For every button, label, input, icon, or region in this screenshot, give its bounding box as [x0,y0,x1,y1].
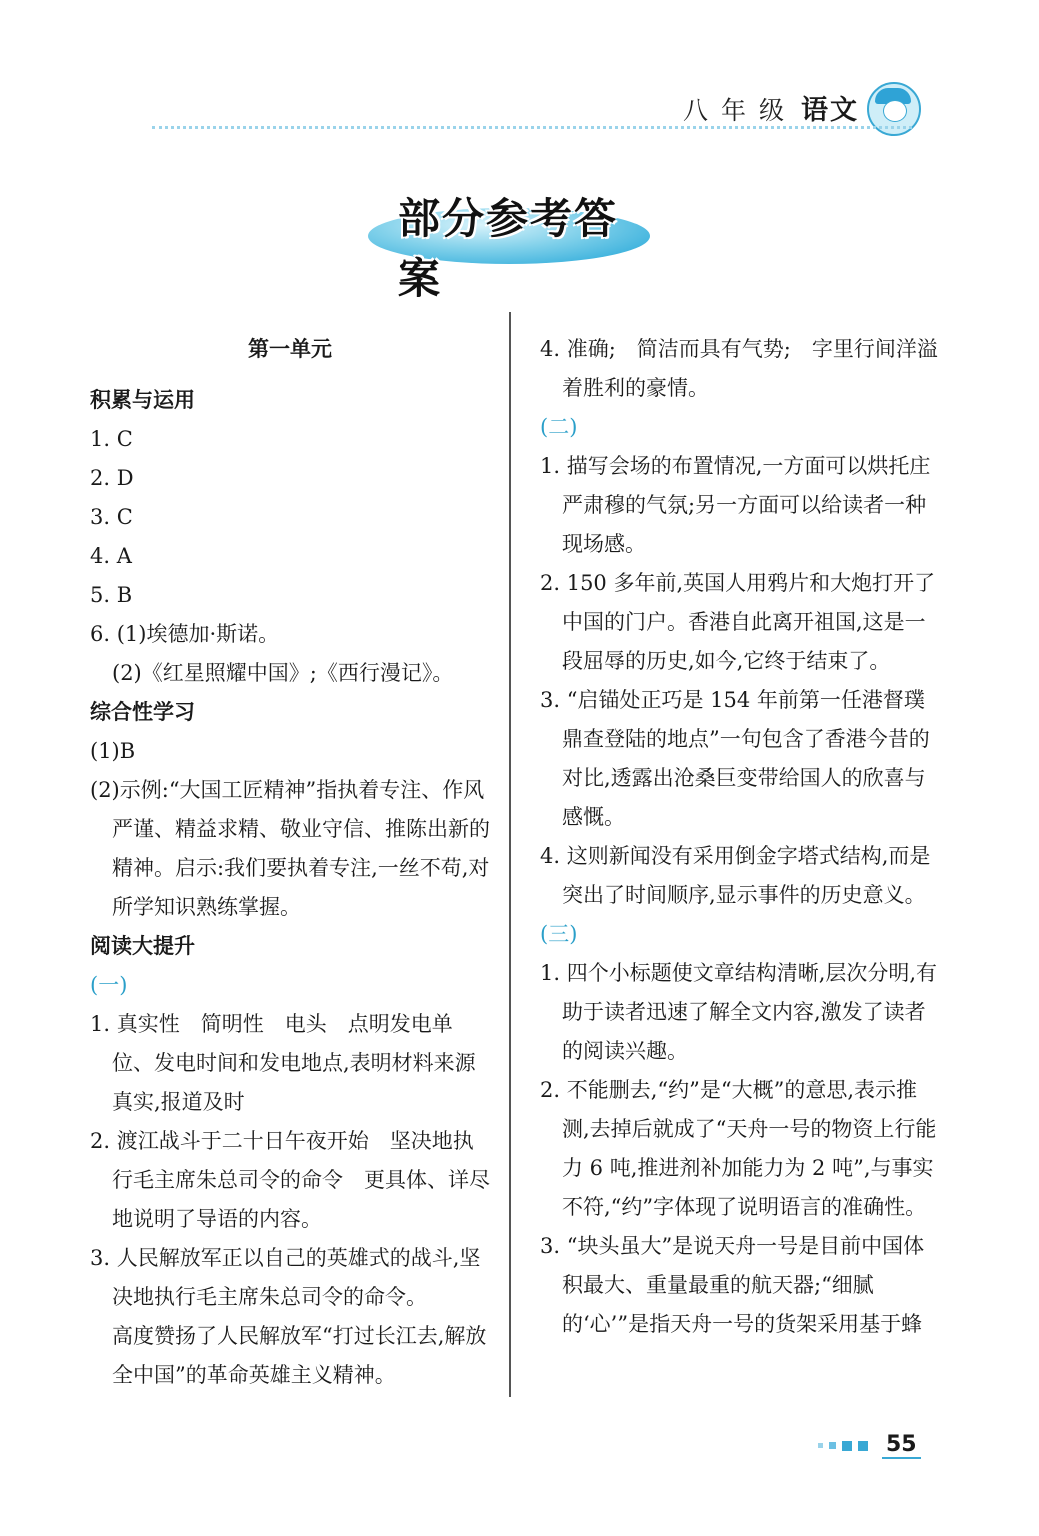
answer-paragraph: (2)示例:“大国工匠精神”指执着专注、作风严谨、精益求精、敬业守信、推陈出新的精神。启示:我们要执着专注,一丝不苟,对所学知识熟练掌握。 [90,778,490,919]
answer-line: 2. D [90,466,134,490]
subsection-label: (一) [90,973,128,997]
answer-line: 5. B [90,583,133,607]
answer-paragraph: 1. 真实性 简明性 电头 点明发电单位、发电时间和发电地点,表明材料来源真实,报道及时 [90,1012,476,1114]
section-title: 综合性学习 [90,700,195,724]
mascot-face [883,100,907,122]
column-divider [509,312,511,1397]
subsection-label: (三) [540,922,578,946]
answer-line: (2)《红星照耀中国》;《西行漫记》。 [112,661,454,685]
left-column [90,330,490,1395]
answer-line: 3. C [90,505,133,529]
footer-square [842,1441,852,1451]
answer-paragraph: 4. 准确; 简洁而具有气势; 字里行间洋溢着胜利的豪情。 [540,337,938,400]
header-dotted-line [152,126,912,129]
answer-paragraph: 2. 不能删去,“约”是“大概”的意思,表示推测,去掉后就成了“天舟一号的物资上行能力 6 吨,推进剂补加能力为 2 吨”,与事实不符,“约”字体现了说明语言的准确性。 [540,1078,937,1219]
answer-line: 1. C [90,427,133,451]
answer-line: (1)B [90,739,136,763]
answer-paragraph: 2. 渡江战斗于二十日午夜开始 坚决地执行毛主席朱总司令的命令 更具体、详尽地说明了导语的内容。 [90,1129,490,1231]
subject-label: 语文 [801,95,859,126]
answer-paragraph: 高度赞扬了人民解放军“打过长江去,解放全中国”的革命英雄主义精神。 [112,1324,487,1387]
footer-square [858,1441,868,1451]
banner-title: 部分参考答案 [398,194,619,303]
answer-line: 6. (1)埃德加·斯诺。 [90,622,280,646]
answer-paragraph: 2. 150 多年前,英国人用鸦片和大炮打开了中国的门户。香港自此离开祖国,这是一段屈辱的历史,如今,它终于结束了。 [540,571,936,673]
subsection-label: (二) [540,415,578,439]
answer-paragraph: 3. “块头虽大”是说天舟一号是目前中国体积最大、重量最重的航天器;“细腻的‘心’”是指天舟一号的货架采用基于蜂 [540,1234,925,1336]
unit-title: 第一单元 [248,337,332,361]
answer-paragraph: 1. 四个小标题使文章结构清晰,层次分明,有助于读者迅速了解全文内容,激发了读者的阅读兴趣。 [540,961,938,1063]
section-title: 积累与运用 [90,388,195,412]
answer-line: 4. A [90,544,132,568]
footer-square [818,1443,823,1448]
answer-paragraph: 3. “启锚处正巧是 154 年前第一任港督璞鼎查登陆的地点”一句包含了香港今昔的对比,透露出沧桑巨变带给国人的欣喜与感慨。 [540,688,930,829]
page-number: 55 [882,1432,921,1459]
answer-banner [358,176,658,303]
answer-paragraph: 3. 人民解放军正以自己的英雄式的战斗,坚决地执行毛主席朱总司令的命令。 [90,1246,481,1309]
grade-label: 八年级 [682,96,797,125]
answer-paragraph: 4. 这则新闻没有采用倒金字塔式结构,而是突出了时间顺序,显示事件的历史意义。 [540,844,931,907]
header-title [683,88,859,127]
right-column [540,330,940,1344]
answer-paragraph: 1. 描写会场的布置情况,一方面可以烘托庄严肃穆的气氛;另一方面可以给读者一种现场感。 [540,454,931,556]
footer-square [829,1442,836,1449]
page-footer [818,1432,921,1459]
section-title: 阅读大提升 [90,934,195,958]
